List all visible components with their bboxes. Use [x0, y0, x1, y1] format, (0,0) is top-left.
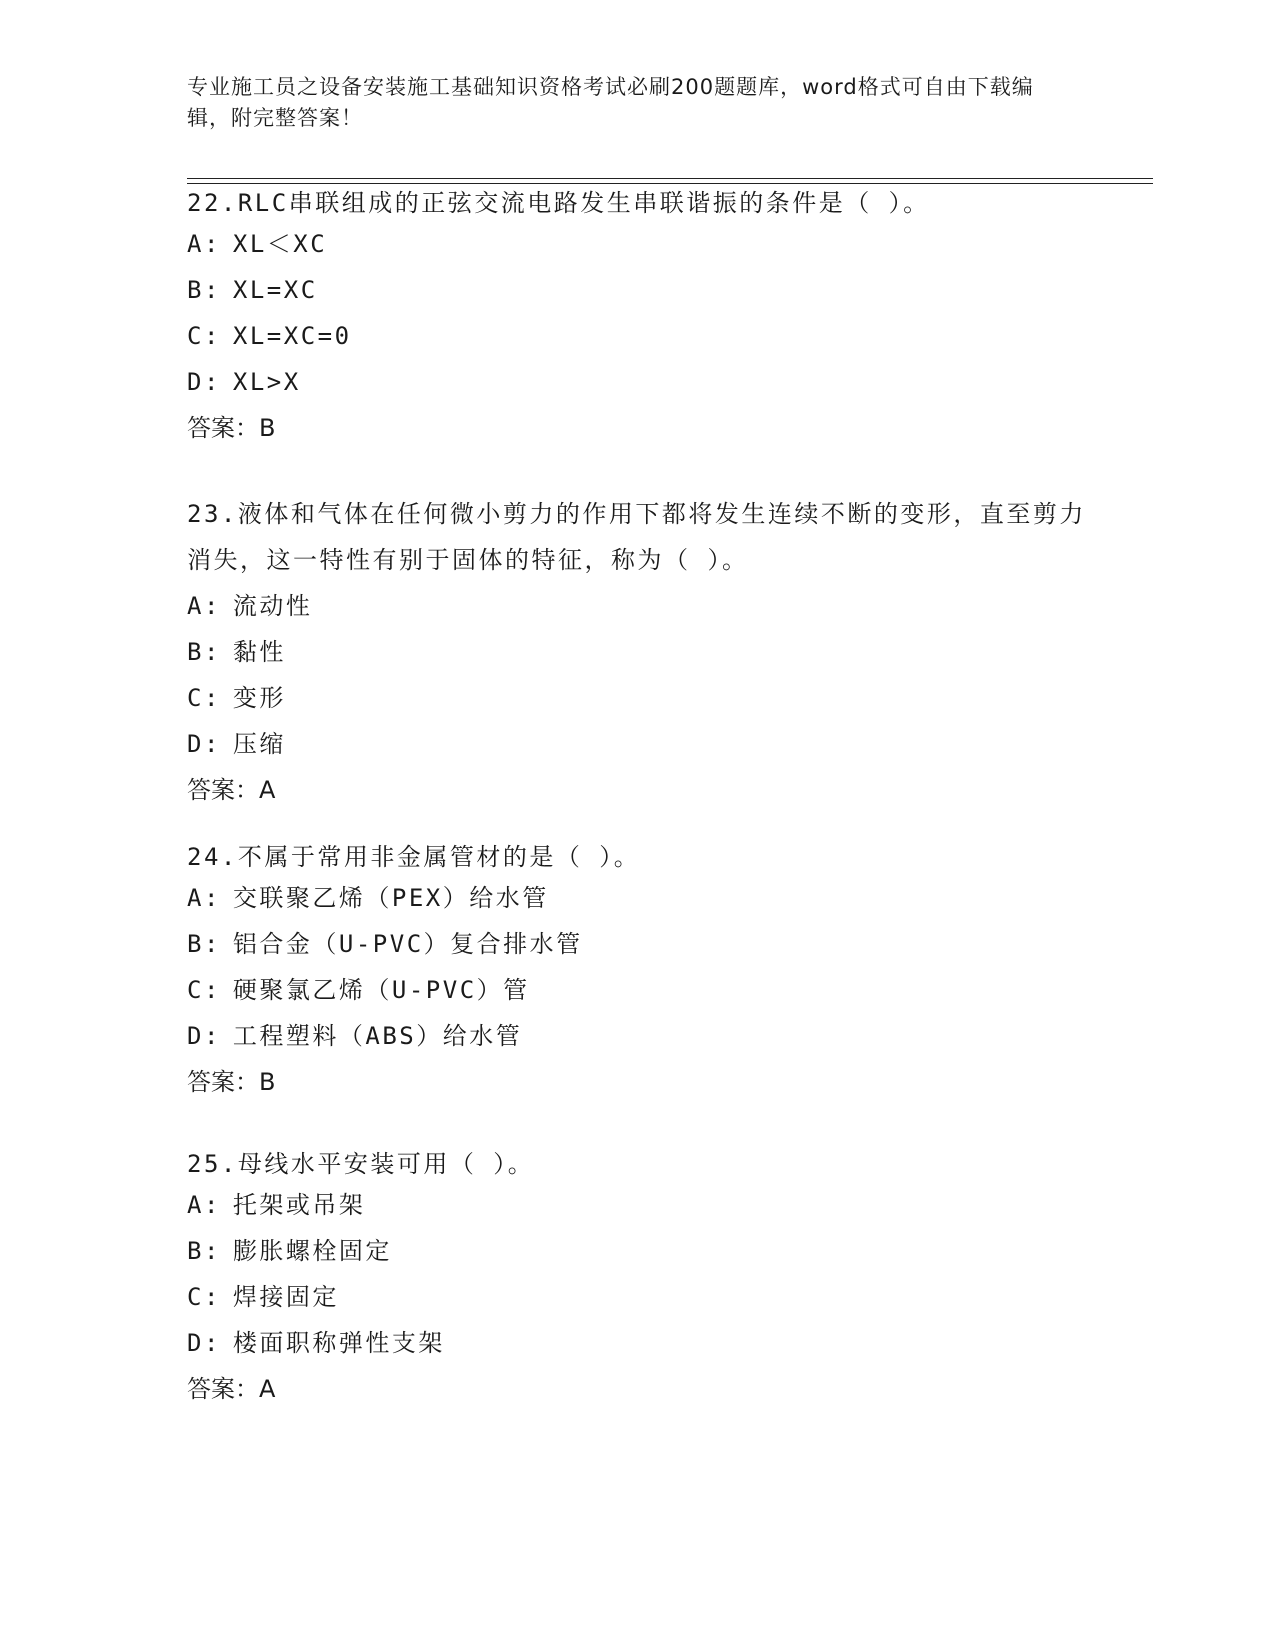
answer-line: 答案：A	[187, 776, 276, 804]
option-key: D:	[187, 730, 221, 758]
answer-line: 答案：B	[187, 1068, 276, 1096]
header-divider-top	[187, 178, 1153, 179]
option-key: D:	[187, 368, 221, 396]
option-text: XL=XC=0	[232, 322, 352, 350]
option-d	[187, 359, 1087, 405]
option-key: B:	[187, 276, 221, 304]
option-c	[187, 313, 1087, 359]
option-d	[187, 1320, 1087, 1366]
option-c	[187, 967, 1087, 1013]
option-b	[187, 267, 1087, 313]
question-stem: 22.RLC串联组成的正弦交流电路发生串联谐振的条件是（ ）。	[187, 189, 930, 217]
question-22	[187, 186, 1087, 451]
option-key: D:	[187, 1022, 221, 1050]
option-key: A:	[187, 1191, 221, 1219]
option-text: XL=XC	[232, 276, 318, 304]
option-key: C:	[187, 322, 221, 350]
question-24	[187, 840, 1087, 1105]
option-text: XL>X	[232, 368, 301, 396]
answer-line: 答案：A	[187, 1375, 276, 1403]
option-b	[187, 629, 1087, 675]
option-text: 焊接固定	[232, 1283, 339, 1311]
option-c	[187, 1274, 1087, 1320]
option-key: A:	[187, 592, 221, 620]
header-divider-bottom	[187, 183, 1153, 184]
option-text: 流动性	[232, 592, 313, 620]
option-text: 变形	[232, 684, 286, 712]
question-23	[187, 491, 1087, 813]
option-key: C:	[187, 684, 221, 712]
option-text: 硬聚氯乙烯（U-PVC）管	[232, 976, 530, 1004]
option-key: A:	[187, 230, 221, 258]
option-text: 交联聚乙烯（PEX）给水管	[232, 884, 549, 912]
option-key: B:	[187, 1237, 221, 1265]
option-text: 托架或吊架	[232, 1191, 366, 1219]
option-text: 工程塑料（ABS）给水管	[232, 1022, 523, 1050]
option-key: B:	[187, 638, 221, 666]
option-text: 压缩	[232, 730, 286, 758]
option-key: B:	[187, 930, 221, 958]
option-b	[187, 1228, 1087, 1274]
option-a	[187, 583, 1087, 629]
question-stem: 23.液体和气体在任何微小剪力的作用下都将发生连续不断的变形，直至剪力消失，这一特性有别于固体的特征，称为（ ）。	[187, 500, 1086, 574]
option-text: XL＜XC	[232, 230, 328, 258]
option-b	[187, 921, 1087, 967]
option-d	[187, 1013, 1087, 1059]
option-key: C:	[187, 1283, 221, 1311]
option-key: A:	[187, 884, 221, 912]
question-25	[187, 1147, 1087, 1412]
option-a	[187, 221, 1087, 267]
option-key: D:	[187, 1329, 221, 1357]
option-c	[187, 675, 1087, 721]
option-text: 铝合金（U-PVC）复合排水管	[232, 930, 583, 958]
question-stem: 25.母线水平安装可用（ ）。	[187, 1150, 535, 1178]
document-header: 专业施工员之设备安装施工基础知识资格考试必刷200题题库，word格式可自由下载编辑，附完整答案！	[187, 75, 1034, 130]
option-text: 黏性	[232, 638, 286, 666]
option-key: C:	[187, 976, 221, 1004]
option-a	[187, 1182, 1087, 1228]
option-a	[187, 875, 1087, 921]
option-text: 膨胀螺栓固定	[232, 1237, 392, 1265]
answer-line: 答案：B	[187, 414, 276, 442]
option-text: 楼面职称弹性支架	[232, 1329, 445, 1357]
question-stem: 24.不属于常用非金属管材的是（ ）。	[187, 843, 641, 871]
option-d	[187, 721, 1087, 767]
